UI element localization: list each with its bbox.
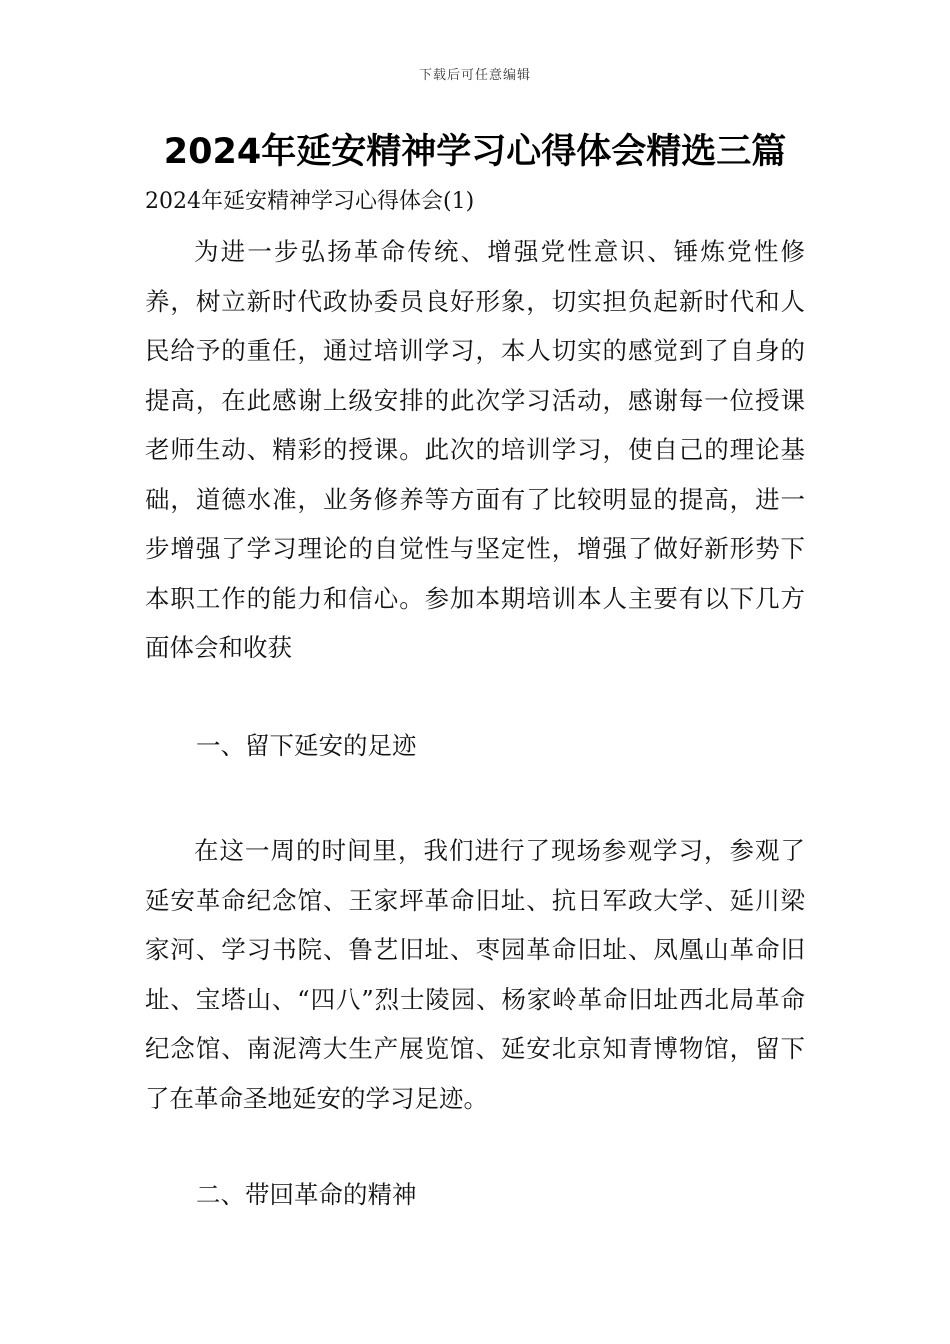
- body-paragraph-footprints: 在这一周的时间里，我们进行了现场参观学习，参观了延安革命纪念馆、王家坪革命旧址、抗日军政大学、延川梁家河、学习书院、鲁艺旧址、枣园革命旧址、凤凰山革命旧址、宝塔山、“四八”烈士陵园、杨家岭革命旧址西北局革命纪念馆、南泥湾大生产展览馆、延安北京知青博物馆，留下了在革命圣地延安的学习足迹。: [145, 836, 805, 1113]
- header-note: 下载后可任意编辑: [418, 68, 531, 83]
- body-paragraph-intro: 为进一步弘扬革命传统、增强党性意识、锤炼党性修养，树立新时代政协委员良好形象，切实担负起新时代和人民给予的重任，通过培训学习，本人切实的感觉到了自身的提高，在此感谢上级安排的此次学习活动，感谢每一位授课老师生动、精彩的授课。此次的培训学习，使自己的理论基础，道德水准，业务修养等方面有了比较明显的提高，进一步增强了学习理论的自觉性与坚定性，增强了做好新形势下本职工作的能力和信心。参加本期培训本人主要有以下几方面体会和收获: [145, 237, 805, 662]
- section-heading-1: 一、留下延安的足迹: [196, 731, 417, 760]
- document-title: 2024年延安精神学习心得体会精选三篇: [163, 132, 787, 172]
- section-subtitle: 2024年延安精神学习心得体会(1): [145, 189, 475, 214]
- section-heading-2: 二、带回革命的精神: [196, 1180, 417, 1209]
